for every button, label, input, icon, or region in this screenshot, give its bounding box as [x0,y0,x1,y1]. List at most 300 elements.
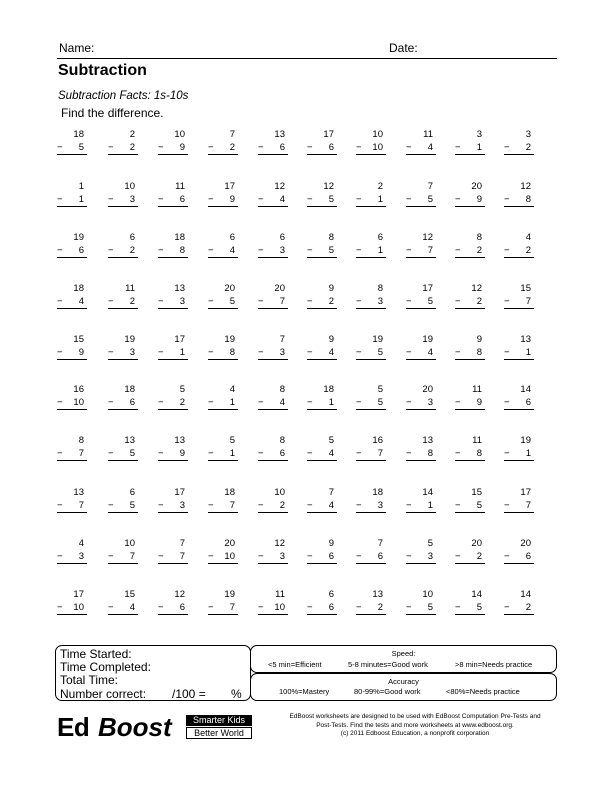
minus-sign: − [356,142,362,153]
speed-slow: >8 min=Needs practice [455,660,533,669]
subtrahend: 10 [224,551,235,562]
instruction-text: Find the difference. [61,106,164,120]
name-label: Name: [59,41,95,55]
subtrahend: 1 [229,448,235,459]
minus-sign: − [258,551,264,562]
problem [406,383,436,410]
problem [108,231,138,258]
minuend: 12 [274,538,285,549]
speed-fast: <5 min=Efficient [268,660,322,669]
minus-sign: − [57,296,63,307]
subtrahend: 5 [129,448,135,459]
minuend: 3 [525,129,531,140]
subtrahend-line [258,295,288,309]
subtrahend: 2 [179,397,185,408]
minuend: 13 [274,129,285,140]
minus-sign: − [57,551,63,562]
problem [307,333,337,360]
subtrahend-line [356,396,386,410]
subtrahend: 6 [328,142,334,153]
problem [356,180,386,207]
subtrahend-line [356,244,386,258]
subtrahend-line [158,550,188,564]
accuracy-low: <80%=Needs practice [446,687,520,696]
subtrahend-line [158,447,188,461]
minus-sign: − [57,602,63,613]
minuend: 6 [129,487,135,498]
subtrahend: 2 [377,602,383,613]
subtrahend: 1 [78,194,84,205]
minuend: 19 [224,334,235,345]
minuend: 7 [377,538,383,549]
subtrahend-line [455,244,485,258]
subtrahend: 4 [129,602,135,613]
subtrahend-line [307,193,337,207]
problem [406,434,436,461]
problem [158,537,188,564]
subtrahend-line [307,141,337,155]
minus-sign: − [406,448,412,459]
subtrahend-line [504,193,534,207]
subtrahend-line [158,601,188,615]
minuend: 16 [73,384,84,395]
minuend: 19 [422,334,433,345]
problem [356,434,386,461]
subtrahend: 2 [525,142,531,153]
subtrahend-line [455,550,485,564]
minuend: 8 [476,232,482,243]
subtrahend: 3 [179,296,185,307]
problem [208,434,238,461]
minus-sign: − [307,296,313,307]
problem [57,231,87,258]
problem [158,231,188,258]
subtrahend: 5 [476,500,482,511]
problem [57,128,87,155]
problem [307,537,337,564]
minuend: 18 [73,283,84,294]
minuend: 10 [422,589,433,600]
minus-sign: − [208,142,214,153]
worksheet-subtitle: Subtraction Facts: 1s-10s [58,90,189,102]
subtrahend: 2 [229,142,235,153]
subtrahend: 8 [476,448,482,459]
problem [108,383,138,410]
subtrahend-line [108,550,138,564]
subtrahend-line [108,193,138,207]
minuend: 19 [224,589,235,600]
subtrahend-line [504,396,534,410]
footer-line-1: EdBoost worksheets are designed to be used with EdBoost Computation Pre-Tests and [289,713,541,720]
minus-sign: − [57,347,63,358]
minuend: 18 [224,487,235,498]
minus-sign: − [307,500,313,511]
subtrahend: 2 [476,296,482,307]
out-of-label: /100 = [172,687,206,701]
page-title: Subtraction [58,62,147,79]
problem [504,231,534,258]
subtrahend-line [307,396,337,410]
minus-sign: − [406,397,412,408]
minus-sign: − [57,194,63,205]
minuend: 20 [224,538,235,549]
problem [504,333,534,360]
subtrahend: 3 [78,551,84,562]
minus-sign: − [455,296,461,307]
minus-sign: − [108,296,114,307]
subtrahend: 1 [476,142,482,153]
problem [208,333,238,360]
subtrahend-line [455,193,485,207]
minus-sign: − [208,448,214,459]
problem [504,588,534,615]
problem [57,333,87,360]
minuend: 8 [279,384,285,395]
minuend: 7 [229,129,235,140]
problem [356,486,386,513]
speed-mid: 5-8 minutes=Good work [348,660,428,669]
minuend: 19 [73,232,84,243]
minus-sign: − [258,194,264,205]
subtrahend-line [108,346,138,360]
minus-sign: − [158,602,164,613]
subtrahend: 6 [78,245,84,256]
problem [356,231,386,258]
subtrahend-line [307,244,337,258]
minus-sign: − [208,602,214,613]
subtrahend-line [455,295,485,309]
minus-sign: − [258,245,264,256]
subtrahend-line [57,346,87,360]
subtrahend: 5 [427,194,433,205]
minuend: 20 [422,384,433,395]
minuend: 11 [472,384,482,395]
minuend: 15 [520,283,531,294]
subtrahend-line [57,244,87,258]
subtrahend-line [406,396,436,410]
minus-sign: − [504,194,510,205]
subtrahend-line [356,601,386,615]
subtrahend: 4 [427,347,433,358]
minus-sign: − [208,296,214,307]
minus-sign: − [258,296,264,307]
minus-sign: − [108,551,114,562]
problem [356,282,386,309]
minuend: 20 [520,538,531,549]
subtrahend-line [307,346,337,360]
subtrahend: 6 [279,448,285,459]
problem [57,383,87,410]
number-correct-label: Number correct: [60,687,147,701]
problem [108,180,138,207]
minus-sign: − [108,500,114,511]
subtrahend-line [258,499,288,513]
subtrahend: 6 [179,602,185,613]
minuend: 13 [174,435,185,446]
subtrahend: 9 [229,194,235,205]
minuend: 6 [279,232,285,243]
minuend: 13 [372,589,383,600]
problem [455,282,485,309]
subtrahend-line [108,295,138,309]
subtrahend: 7 [525,296,531,307]
minus-sign: − [158,500,164,511]
minus-sign: − [406,142,412,153]
header-rule [57,58,557,59]
subtrahend: 9 [179,142,185,153]
subtrahend-line [504,499,534,513]
subtrahend: 5 [129,500,135,511]
minuend: 2 [377,181,383,192]
subtrahend-line [158,193,188,207]
subtrahend: 10 [73,602,84,613]
subtrahend: 2 [129,296,135,307]
subtrahend: 7 [179,551,185,562]
subtrahend-line [258,193,288,207]
minus-sign: − [57,500,63,511]
minus-sign: − [356,194,362,205]
minuend: 7 [179,538,185,549]
problem [504,180,534,207]
problem [307,128,337,155]
problem [108,282,138,309]
minuend: 8 [279,435,285,446]
minus-sign: − [406,347,412,358]
problem [108,434,138,461]
subtrahend-line [406,601,436,615]
subtrahend: 1 [525,347,531,358]
subtrahend-line [158,244,188,258]
problem [504,128,534,155]
minus-sign: − [108,602,114,613]
minuend: 9 [328,334,334,345]
minuend: 5 [328,435,334,446]
minuend: 5 [377,384,383,395]
subtrahend: 1 [427,500,433,511]
minus-sign: − [108,194,114,205]
minus-sign: − [158,296,164,307]
percent-label: % [231,687,242,701]
subtrahend: 7 [525,500,531,511]
minuend: 13 [174,283,185,294]
subtrahend: 9 [476,194,482,205]
subtrahend-line [57,550,87,564]
minus-sign: − [108,397,114,408]
subtrahend-line [406,346,436,360]
minuend: 9 [476,334,482,345]
minus-sign: − [356,602,362,613]
subtrahend-line [504,550,534,564]
subtrahend-line [57,601,87,615]
subtrahend-line [504,346,534,360]
problem [307,588,337,615]
minuend: 17 [520,487,531,498]
problem [356,128,386,155]
problem [455,333,485,360]
problem [258,383,288,410]
minus-sign: − [406,296,412,307]
problem [208,383,238,410]
subtrahend-line [356,499,386,513]
problem [208,588,238,615]
subtrahend-line [208,396,238,410]
problem [258,333,288,360]
subtrahend: 2 [476,245,482,256]
minuend: 3 [476,129,482,140]
subtrahend-line [258,141,288,155]
minuend: 4 [525,232,531,243]
problem [455,128,485,155]
subtrahend-line [307,499,337,513]
subtrahend-line [455,499,485,513]
minuend: 12 [520,181,531,192]
problem [307,486,337,513]
subtrahend-line [208,193,238,207]
problem [208,486,238,513]
subtrahend: 4 [229,245,235,256]
minus-sign: − [258,500,264,511]
minuend: 13 [73,487,84,498]
subtrahend: 6 [129,397,135,408]
minuend: 10 [372,129,383,140]
subtrahend-line [108,601,138,615]
problem [406,128,436,155]
subtrahend-line [108,244,138,258]
accuracy-title: Accuracy [388,677,419,686]
problem [57,537,87,564]
problem [455,383,485,410]
problem [455,180,485,207]
subtrahend: 4 [328,500,334,511]
minus-sign: − [258,448,264,459]
subtrahend: 5 [377,397,383,408]
minuend: 13 [422,435,433,446]
problem [504,486,534,513]
minuend: 4 [229,384,235,395]
subtrahend: 3 [129,194,135,205]
footer-line-3: (c) 2011 Edboost Education, a nonprofit corporation [340,730,490,737]
minus-sign: − [307,142,313,153]
subtrahend: 3 [279,245,285,256]
subtrahend-line [158,499,188,513]
subtrahend: 4 [427,142,433,153]
minus-sign: − [356,245,362,256]
problem [356,333,386,360]
problem [455,588,485,615]
minuend: 2 [129,129,135,140]
minuend: 20 [471,181,482,192]
subtrahend: 5 [229,296,235,307]
problem [208,231,238,258]
problem [356,383,386,410]
minuend: 18 [323,384,334,395]
subtrahend-line [57,447,87,461]
minus-sign: − [158,194,164,205]
subtrahend-line [406,447,436,461]
minuend: 20 [471,538,482,549]
subtrahend-line [504,601,534,615]
problem [108,333,138,360]
problem [158,128,188,155]
subtrahend: 4 [279,194,285,205]
subtrahend: 3 [279,347,285,358]
minuend: 16 [372,435,383,446]
subtrahend-line [455,346,485,360]
minus-sign: − [455,602,461,613]
problem [258,180,288,207]
minus-sign: − [455,448,461,459]
subtrahend-line [406,295,436,309]
subtrahend: 3 [179,500,185,511]
subtrahend: 4 [279,397,285,408]
total-time-label: Total Time: [60,673,119,687]
subtrahend-line [208,346,238,360]
problem [108,486,138,513]
subtrahend-line [356,193,386,207]
minuend: 11 [175,181,185,192]
minus-sign: − [356,296,362,307]
minuend: 17 [422,283,433,294]
speed-title: Speed: [391,649,416,658]
minus-sign: − [208,397,214,408]
subtrahend: 2 [476,551,482,562]
problem [108,588,138,615]
problem [356,588,386,615]
minus-sign: − [455,142,461,153]
problem [108,128,138,155]
problem [307,282,337,309]
minuend: 5 [229,435,235,446]
problem [208,128,238,155]
minuend: 12 [422,232,433,243]
minus-sign: − [208,245,214,256]
minuend: 12 [274,181,285,192]
subtrahend: 6 [328,551,334,562]
minus-sign: − [57,142,63,153]
minus-sign: − [307,448,313,459]
subtrahend-line [158,346,188,360]
minuend: 18 [174,232,185,243]
subtrahend: 1 [328,397,334,408]
minuend: 18 [73,129,84,140]
minus-sign: − [158,347,164,358]
subtrahend: 5 [328,245,334,256]
minuend: 17 [73,589,84,600]
problem [406,282,436,309]
minuend: 11 [275,589,285,600]
problem [406,588,436,615]
minus-sign: − [356,347,362,358]
subtrahend: 2 [129,245,135,256]
minus-sign: − [406,500,412,511]
subtrahend-line [455,447,485,461]
problem [258,486,288,513]
subtrahend: 8 [179,245,185,256]
minus-sign: − [504,296,510,307]
subtrahend-line [208,244,238,258]
minuend: 17 [224,181,235,192]
subtrahend-line [208,550,238,564]
minus-sign: − [158,551,164,562]
subtrahend: 2 [525,245,531,256]
minuend: 14 [520,384,531,395]
problem [258,588,288,615]
minus-sign: − [208,347,214,358]
minuend: 6 [229,232,235,243]
problem [258,282,288,309]
minus-sign: − [455,551,461,562]
accuracy-mid: 80-99%=Good work [354,687,421,696]
